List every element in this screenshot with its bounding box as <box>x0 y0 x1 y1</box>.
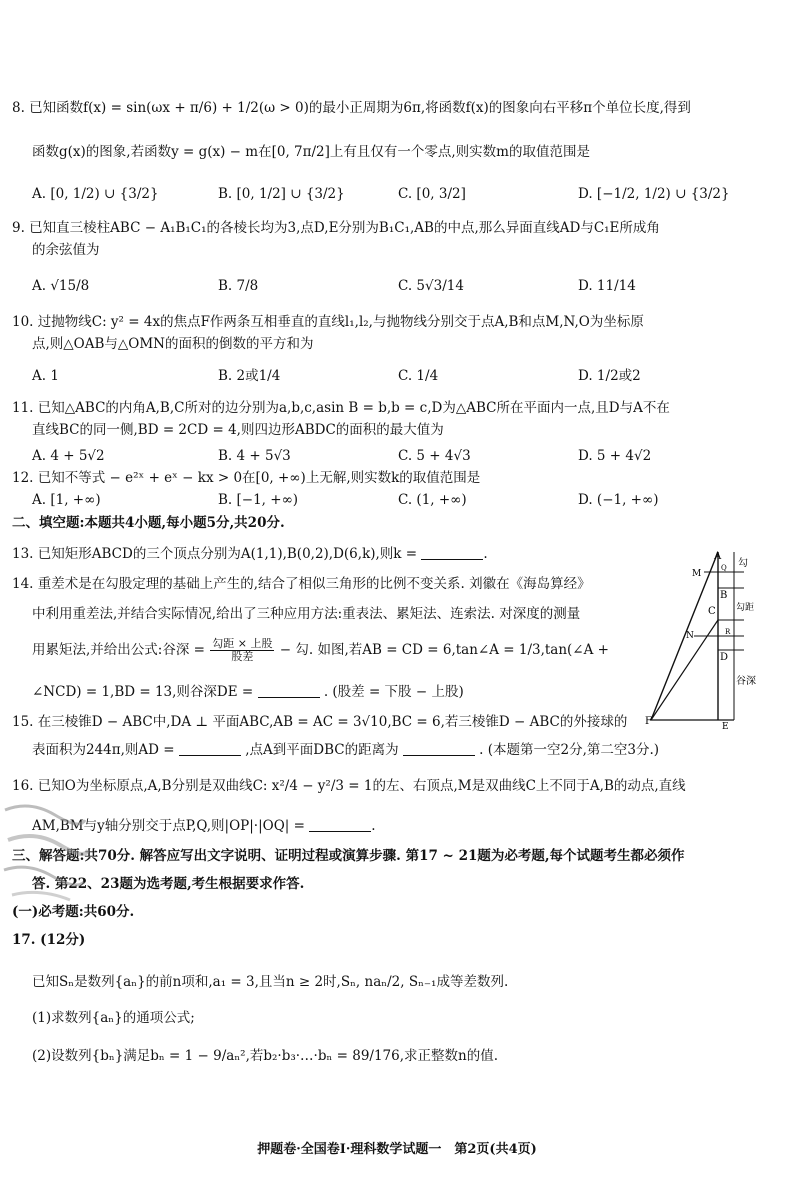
section-3-heading-line1: 三、解答题:共70分. 解答应写出文字说明、证明过程或演算步骤. 第17 ~ 21题为必考题,每个试题考生都必须作 <box>12 848 685 864</box>
q12-option-a: A. [1, +∞) <box>32 492 101 508</box>
q9-line2: 的余弦值为 <box>32 242 100 258</box>
q13-line: 13. 已知矩形ABCD的三个顶点分别为A(1,1),B(0,2),D(6,k),则k = . <box>12 546 488 562</box>
q14-line4-start: ∠NCD) = 1,BD = 13,则谷深DE = <box>32 684 254 700</box>
fig-label-q: Q <box>721 564 727 572</box>
q10-option-d: D. 1/2或2 <box>578 368 641 384</box>
q9-option-a: A. √15/8 <box>32 278 90 294</box>
q14-line4-end: . (股差 = 下股 − 上股) <box>323 684 464 700</box>
q15-answer-blank-2[interactable] <box>403 741 475 756</box>
q17-part1: (1)求数列{aₙ}的通项公式; <box>32 1010 195 1026</box>
q14-line2: 中利用重差法,并结合实际情况,给出了三种应用方法:重表法、累矩法、连索法. 对深度的测量 <box>32 606 581 622</box>
q8-option-b: B. [0, 1/2] ∪ {3/2} <box>218 186 345 202</box>
q8-line1: 8. 已知函数f(x) = sin(ωx + π/6) + 1/2(ω > 0)的最小正周期为6π,将函数f(x)的图象向右平移π个单位长度,得到 <box>12 100 691 116</box>
q10-line1: 10. 过抛物线C: y² = 4x的焦点F作两条互相垂直的直线l₁,l₂,与抛物线分别交于点A,B和点M,N,O为坐标原 <box>12 314 644 330</box>
q16-line1: 16. 已知O为坐标原点,A,B分别是双曲线C: x²/4 − y²/3 = 1的左、右顶点,M是双曲线C上不同于A,B的动点,直线 <box>12 778 686 794</box>
q8-option-a: A. [0, 1/2) ∪ {3/2} <box>32 186 159 202</box>
q11-line1: 11. 已知△ABC的内角A,B,C所对的边分别为a,b,c,asin B = b,b = c,D为△ABC所在平面内一点,且D与A不在 <box>12 400 670 416</box>
q10-option-a: A. 1 <box>32 368 59 384</box>
fig-label-e: E <box>722 722 729 732</box>
q13-text: 13. 已知矩形ABCD的三个顶点分别为A(1,1),B(0,2),D(6,k),则k = <box>12 546 418 562</box>
q15-line2-end: . (本题第一空2分,第二空3分.) <box>479 742 660 758</box>
fig-label-b: B <box>720 590 728 601</box>
q11-option-c: C. 5 + 4√3 <box>398 448 471 464</box>
fig-label-gouju: 勾距 <box>736 603 755 613</box>
page-footer: 押题卷·全国卷Ⅰ·理科数学试题一 第2页(共4页) <box>257 1142 537 1157</box>
q14-formula-numerator: 勾距 × 上股 <box>212 637 273 650</box>
q15-line2 <box>32 740 659 760</box>
q16-text: AM,BM与y轴分别交于点P,Q,则|OP|·|OQ| = <box>32 818 305 834</box>
q14-formula-denominator: 股差 <box>231 650 254 663</box>
q16-line2: AM,BM与y轴分别交于点P,Q,则|OP|·|OQ| = . <box>32 818 376 834</box>
q16-answer-blank[interactable] <box>309 817 371 832</box>
fig-label-gou: 勾 <box>738 558 748 569</box>
q15-answer-blank-1[interactable] <box>179 741 241 756</box>
q14-line4 <box>32 682 464 702</box>
faded-stamp-mark <box>0 790 90 910</box>
q15-line2-mid: ,点A到平面DBC的距离为 <box>245 742 399 758</box>
fig-label-r: R <box>725 628 731 636</box>
q14-valley-figure <box>645 550 768 732</box>
section-2-heading: 二、填空题:本题共4小题,每小题5分,共20分. <box>12 515 285 531</box>
q17-part2: (2)设数列{bₙ}满足bₙ = 1 − 9/aₙ²,若b₂·b₃·…·bₙ = 89/176,求正整数n的值. <box>32 1048 499 1064</box>
q11-line2: 直线BC的同一侧,BD = 2CD = 4,则四边形ABDC的面积的最大值为 <box>32 422 444 438</box>
q13-answer-blank[interactable] <box>421 545 483 560</box>
q9-option-d: D. 11/14 <box>578 278 636 294</box>
fig-label-n: N <box>686 631 694 641</box>
q14-line3-start: 用累矩法,并给出公式:谷深 = <box>32 642 205 658</box>
q15-line1: 15. 在三棱锥D − ABC中,DA ⊥ 平面ABC,AB = AC = 3√10,BC = 6,若三棱锥D − ABC的外接球的 <box>12 714 628 730</box>
q12-option-d: D. (−1, +∞) <box>578 492 659 508</box>
fig-label-gushen: 谷深 <box>736 676 756 687</box>
q9-line1: 9. 已知直三棱柱ABC − A₁B₁C₁的各棱长均为3,点D,E分别为B₁C₁,AB的中点,那么异面直线AD与C₁E所成角 <box>12 220 660 236</box>
q9-option-c: C. 5√3/14 <box>398 278 464 294</box>
q8-option-d: D. [−1/2, 1/2) ∪ {3/2} <box>578 186 730 202</box>
q8-line2: 函数g(x)的图象,若函数y = g(x) − m在[0, 7π/2]上有且仅有一个零点,则实数m的取值范围是 <box>32 144 590 160</box>
q10-line2: 点,则△OAB与△OMN的面积的倒数的平方和为 <box>32 336 314 352</box>
q17-title: 17. (12分) <box>12 932 86 948</box>
fig-label-a: A <box>714 551 722 562</box>
fig-label-d: D <box>720 652 729 663</box>
fig-label-m: M <box>692 569 702 579</box>
q10-option-b: B. 2或1/4 <box>218 368 281 384</box>
q8-option-c: C. [0, 3/2] <box>398 186 466 202</box>
q12-line1: 12. 已知不等式 − e²ˣ + eˣ − kx > 0在[0, +∞)上无解,则实数k的取值范围是 <box>12 470 481 486</box>
q14-formula-fraction <box>210 638 274 663</box>
fig-label-c: C <box>708 606 716 617</box>
q14-line3-end: − 勾. 如图,若AB = CD = 6,tan∠A = 1/3,tan(∠A + <box>279 642 609 658</box>
section-3-heading-line2: 答. 第22、23题为选考题,考生根据要求作答. <box>32 876 305 892</box>
q12-option-b: B. [−1, +∞) <box>218 492 299 508</box>
section-3-subheading: (一)必考题:共60分. <box>12 904 135 920</box>
q11-option-d: D. 5 + 4√2 <box>578 448 652 464</box>
q9-option-b: B. 7/8 <box>218 278 259 294</box>
fig-label-f: F <box>645 716 652 727</box>
q10-option-c: C. 1/4 <box>398 368 439 384</box>
q11-option-b: B. 4 + 5√3 <box>218 448 291 464</box>
q12-option-c: C. (1, +∞) <box>398 492 467 508</box>
q11-option-a: A. 4 + 5√2 <box>32 448 105 464</box>
q14-answer-blank[interactable] <box>258 683 320 698</box>
q17-stem: 已知Sₙ是数列{aₙ}的前n项和,a₁ = 3,且当n ≥ 2时,Sₙ, naₙ/2, Sₙ₋₁成等差数列. <box>32 974 509 990</box>
q15-line2-start: 表面积为244π,则AD = <box>32 742 175 758</box>
q14-line3 <box>32 638 609 663</box>
q14-line1: 14. 重差术是在勾股定理的基础上产生的,结合了相似三角形的比例不变关系. 刘徽在《海岛算经》 <box>12 576 591 592</box>
